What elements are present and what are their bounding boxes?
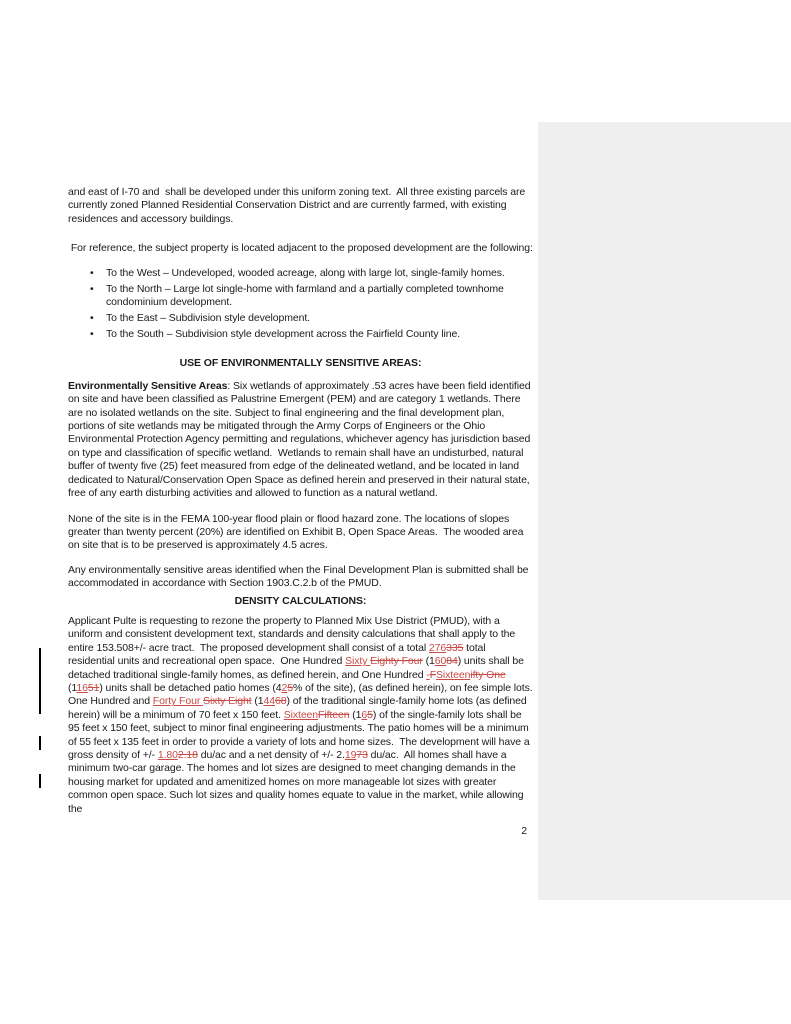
inserted-text: 44: [263, 695, 276, 708]
text-run: ) units shall be detached patio homes (4: [99, 681, 282, 694]
text-run: % of the site), (as defined herein), on fee simple lots. One Hundred and: [68, 681, 539, 708]
text-run: : Six wetlands of approximately .53 acres have been field identified on site and have been classified as Palustrine Emergent (PEM) and are category 1 wetlands. There are no isolated wetlands on the site. Subject to final engineering and the final development plan, portions of site wetlands may be mitigated through the Army Corps of Engineers or the Ohio Environmental Protection Agency permitting and regulations, whichever agency has jurisdiction based on type and classification of specific wetland. Wetlands to remain shall have an undisturbed, natural buffer of twenty five (25) feet measured from edge of the delineated wetland, and be located in land dedicated to Natural/Conservation Open Space as defined herein and preserved in their natural state, free of any earth disturbing activities and allowed to function as a natural wetland.: [68, 379, 534, 500]
text-run: du/ac and a net density of +/- 2.: [197, 749, 345, 761]
deleted-text: 73: [356, 749, 368, 761]
list-item: • To the West – Undeveloped, wooded acreage, along with large lot, single-family homes.: [68, 267, 533, 280]
inserted-text: 16: [76, 681, 88, 694]
inserted-text: Sixteen: [436, 668, 471, 681]
list-item: • To the North – Large lot single-home with farmland and a partially completed townhome condominium development.: [68, 283, 533, 310]
page-number: 2: [521, 825, 527, 838]
text-run: (1: [68, 668, 509, 694]
paragraph-zoning-intro: and east of I-70 and shall be developed under this uniform zoning text. All three existing parcels are currently zoned Planned Residential Conservation District and are currently farmed, with existing residences and accessory buildings.: [68, 186, 528, 225]
inserted-text: Forty Four: [152, 695, 204, 708]
text-run: ) of the traditional single-family home lots (as defined herein) will be a minimum of 70 feet x 150 feet.: [68, 695, 530, 721]
text-run: ) of the single-family lots shall be 95 feet x 150 feet, subject to minor final engineering adjustments. The patio homes will be a minimum of 55 feet x 135 feet in order to provide a variety of lots and home sizes. The development will have a gross density of +/-: [68, 708, 533, 761]
text-run: (1: [349, 708, 362, 721]
deleted-text: 5: [287, 681, 294, 694]
tracked-change-bar: [39, 736, 41, 750]
document-body: [68, 186, 539, 838]
paragraph-reference: For reference, the subject property is located adjacent to the proposed development are the following:: [68, 242, 533, 255]
adjacent-properties-list: [68, 267, 533, 342]
text-run: du/ac. All homes shall have a minimum two-car garage. The homes and lot sizes are designed to meet changing demands in the housing market for updated and amenitized homes on more manageable lot sizes with greater common open space. Such lot sizes and quality homes equate to value in the market, while allowing the: [68, 749, 527, 815]
deleted-text: 2.18: [177, 749, 198, 761]
deleted-text: 51: [87, 681, 100, 694]
text-run: (1: [422, 655, 435, 668]
tracked-change-bar: [39, 648, 41, 714]
list-item: • To the East – Subdivision style development.: [68, 312, 533, 325]
text-run: ) units shall be detached traditional single-family homes, as defined herein, and One Hundred: [68, 655, 527, 681]
inserted-text: 6: [361, 708, 368, 721]
paragraph-fema-floodplain: None of the site is in the FEMA 100-year flood plain or flood hazard zone. The locations of slopes greater than twenty percent (20%) are identified on Exhibit B, Open Space Areas. The wooded area on site that is to be preserved is approximately 4.5 acres.: [68, 512, 527, 552]
inserted-text: 2: [281, 681, 288, 694]
heading-environmentally-sensitive-areas: USE OF ENVIRONMENTALLY SENSITIVE AREAS:: [179, 357, 422, 370]
text-run: (1: [251, 695, 264, 708]
inserted-text: Sixty: [345, 655, 371, 668]
deleted-text: F: [429, 668, 437, 681]
inserted-text: 276: [428, 641, 447, 654]
paragraph-final-development-plan: Any environmentally sensitive areas identified when the Final Development Plan is submitted shall be accommodated in accordance with Section 1903.C.2.b of the PMUD.: [68, 563, 532, 590]
inserted-text: 1.80: [157, 749, 178, 761]
deleted-text: ifty One: [470, 668, 506, 681]
deleted-text: 68: [275, 695, 287, 708]
paragraph-density-calculations: [68, 614, 539, 816]
inserted-text: 19: [344, 749, 357, 761]
inserted-text: Sixteen: [283, 708, 319, 721]
paragraph-environmentally-sensitive-areas: [68, 380, 533, 501]
inserted-text: 60: [434, 655, 447, 668]
deleted-text: Eighty Four: [370, 655, 423, 668]
text-run: Applicant Pulte is requesting to rezone the property to Planned Mix Use District (PMUD), with a uniform and consistent development text, standards and density calculations that shall apply to the entire 153.508+/- acre tract. The proposed development shall consist of a total: [68, 614, 518, 654]
tracked-change-bar: [39, 774, 41, 788]
deleted-text: Sixty Eight: [203, 695, 252, 708]
deleted-text: 335: [446, 641, 464, 654]
markup-margin-panel: [538, 122, 791, 900]
heading-density-calculations: DENSITY CALCULATIONS:: [234, 594, 367, 607]
deleted-text: 5: [367, 708, 373, 721]
text-run: total residential units and recreational open space. One Hundred: [68, 641, 489, 668]
list-item: • To the South – Subdivision style development across the Fairfield County line.: [68, 328, 533, 341]
inserted-text: -: [426, 668, 430, 681]
bold-text-run: Environmentally Sensitive Areas: [68, 379, 228, 392]
deleted-text: 84: [446, 655, 458, 668]
deleted-text: Fifteen: [318, 708, 350, 721]
